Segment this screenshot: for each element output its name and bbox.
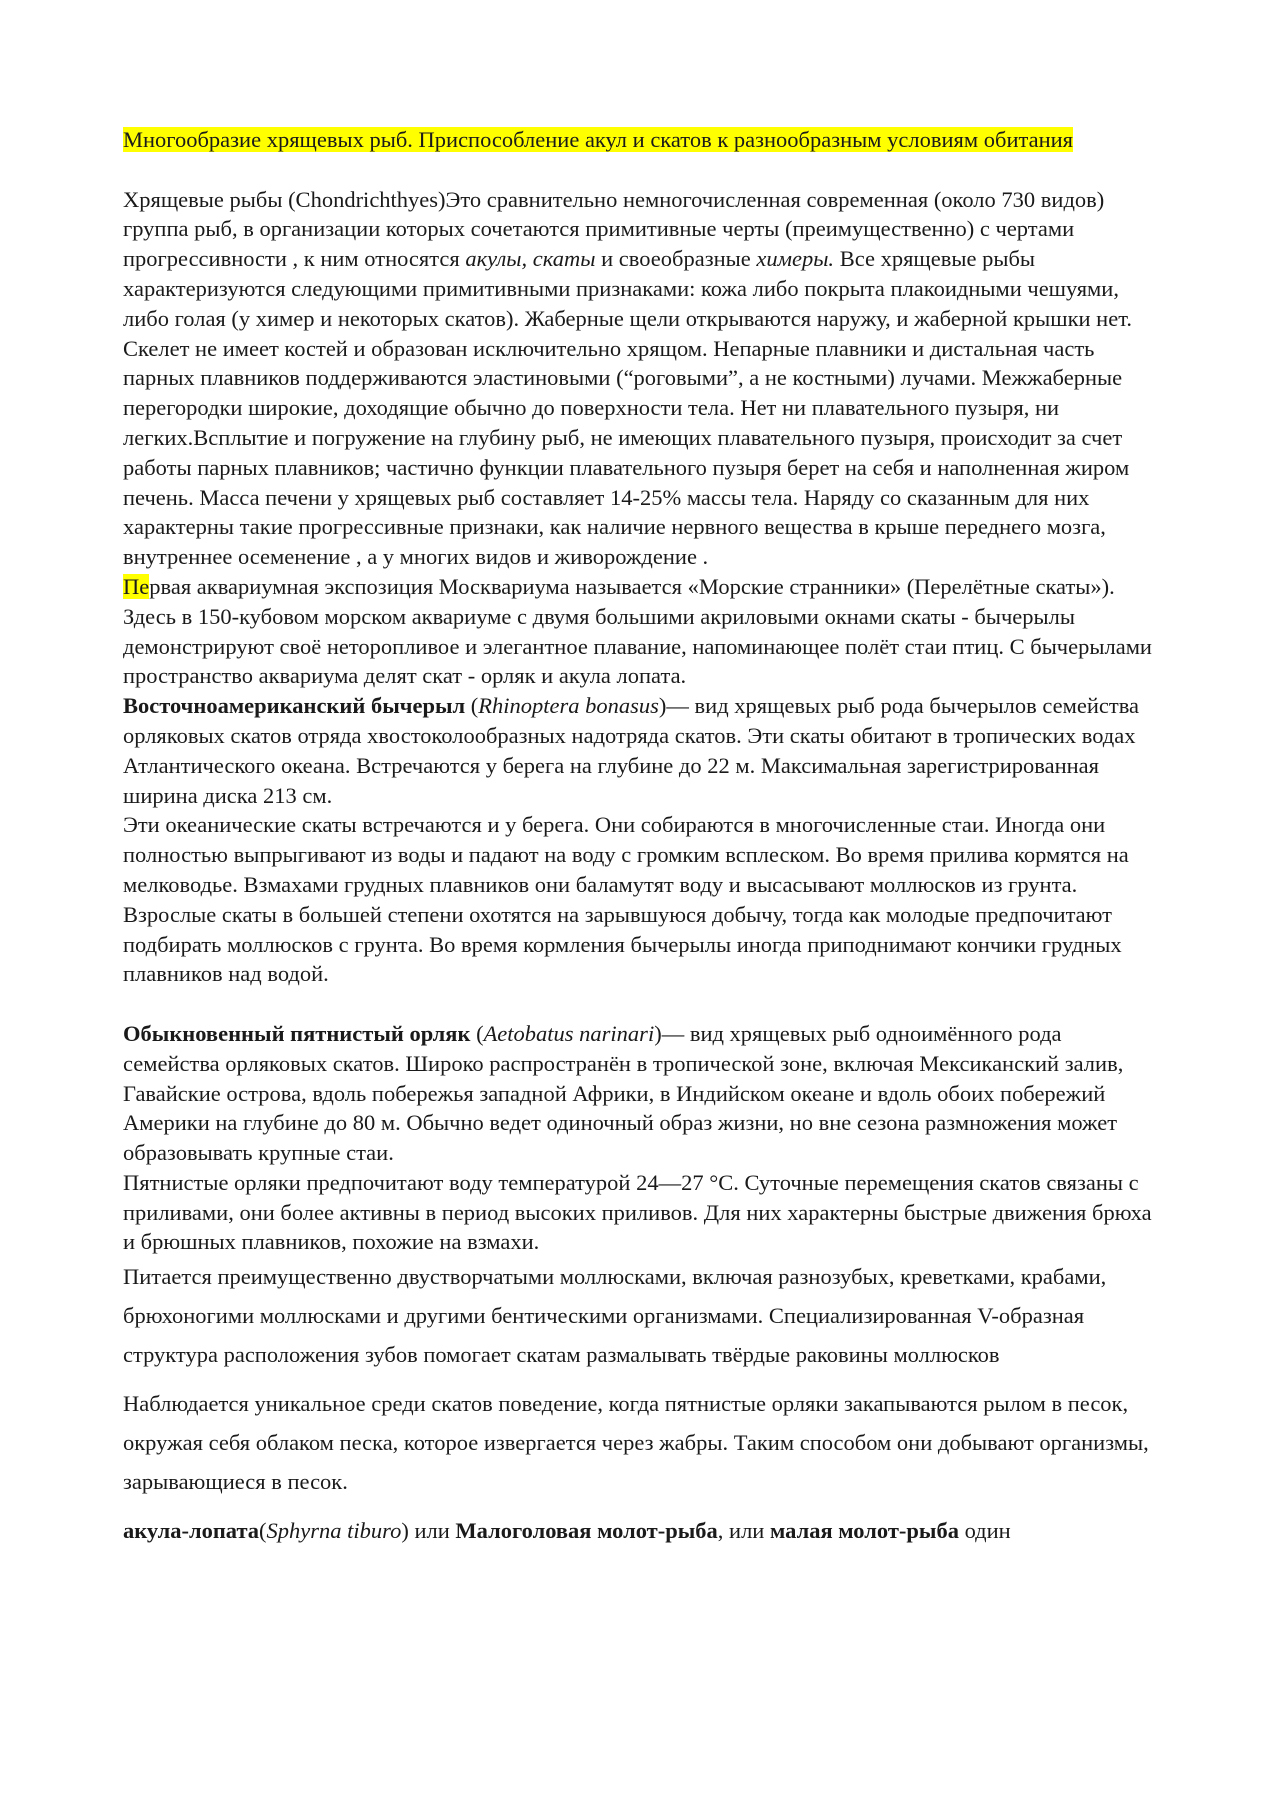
orlyak-paragraph xyxy=(123,1019,1160,1168)
intro-paragraph xyxy=(123,185,1160,572)
intro-text-1: Хрящевые рыбы (Chondrichthyes)Это сравнительно немногочисленная современная (около 730 видов) группа рыб, в организации которых сочетаются примитивные черты (преимущественно) с чертами прогрессивности , к ним относятся xyxy=(123,186,1105,272)
shark-text-3: один xyxy=(958,1518,1011,1544)
orlyak-text: )— вид хрящевых рыб одноимённого рода семейства орляковых скатов. Широко распространён в тропической зоне, включая Мексиканский залив, Гавайские острова, вдоль побережья западной Африки, в Индийском океане и вдоль обоих побережий Америки на глубине до 80 м. Обычно ведет одиночный образ жизни, но вне сезона размножения может образовывать крупные стаи. xyxy=(123,1020,1124,1166)
bycheryl-paragraph xyxy=(123,691,1160,810)
bycheryl-latin-name: Rhinoptera bonasus xyxy=(478,693,659,719)
shark-name-3: малая молот-рыба xyxy=(769,1518,959,1544)
shark-latin-name: Sphyrna tiburo xyxy=(266,1518,402,1544)
intro-italic-2: химеры. xyxy=(756,246,835,272)
moskvarium-text: рвая аквариумная экспозиция Москвариума называется «Морские странники» (Перелётные скаты»). Здесь в 150-кубовом морском аквариуме с двумя большими акриловыми окнами скаты - бычерылы демонстрируют своё неторопливое и элегантное плавание, напоминающее полёт стаи птиц. С бычерылами пространство аквариума делят скат - орляк и акула лопата. xyxy=(123,573,1152,689)
intro-italic-1: акулы, скаты xyxy=(465,246,596,272)
orlyak-open-paren: ( xyxy=(470,1020,484,1046)
bycheryl-open-paren: ( xyxy=(465,693,479,719)
document-title xyxy=(123,125,1160,155)
shark-text-1: ) или xyxy=(401,1518,456,1544)
shark-paragraph xyxy=(123,1511,1160,1550)
orlyak-diet-paragraph: Питается преимущественно двустворчатыми моллюсками, включая разнозубых, креветками, крабами, брюхоногими моллюсками и другими бентическими организмами. Специализированная V-образная структура расположения зубов помогает скатам размалывать твёрдые раковины моллюсков xyxy=(123,1264,1107,1368)
title-highlight: Многообразие хрящевых рыб. Приспособление акул и скатов к разнообразным условиям обитания xyxy=(123,127,1074,152)
shark-text-2: , или xyxy=(717,1518,770,1544)
intro-text-2: и своеобразные xyxy=(595,246,757,272)
moskvarium-paragraph xyxy=(123,572,1160,691)
shark-open-paren: ( xyxy=(259,1518,267,1544)
intro-text-3: Все хрящевые рыбы характеризуются следующими примитивными признаками: кожа либо покрыта плакоидными чешуями, либо голая (у химер и некоторых скатов). Жаберные щели открываются наружу, и жаберной крышки нет. Скелет не имеет костей и образован исключительно хрящом. Непарные плавники и дистальная часть парных плавников поддерживаются эластиновыми (“роговыми”, а не костными) лучами. Межжаберные перегородки широкие, доходящие обычно до поверхности тела. Нет ни плавательного пузыря, ни легких.Всплытие и погружение на глубину рыб, не имеющих плавательного пузыря, происходит за счет работы парных плавников; частично функции плавательного пузыря берет на себя и наполненная жиром печень. Масса печени у хрящевых рыб составляет 14-25% массы тела. Наряду со сказанным для них характерны такие прогрессивные признаки, как наличие нервного вещества в крыше переднего мозга, внутреннее осеменение , а у многих видов и живорождение . xyxy=(123,246,1132,570)
orlyak-latin-name: Aetobatus narinari xyxy=(483,1020,655,1046)
orlyak-temperature-paragraph: Пятнистые орляки предпочитают воду температурой 24—27 °C. Суточные перемещения скатов связаны с приливами, они более активны в период высоких приливов. Для них характерны быстрые движения брюха и брюшных плавников, похожие на взмахи. xyxy=(123,1169,1152,1255)
bycheryl-behavior-paragraph: Эти океанические скаты встречаются и у берега. Они собираются в многочисленные стаи. Иногда они полностью выпрыгивают из воды и падают на воду с громким всплеском. Во время прилива кормятся на мелководье. Взмахами грудных плавников они баламутят воду и высасывают моллюсков из грунта. Взрослые скаты в большей степени охотятся на зарывшуюся добычу, тогда как молодые предпочитают подбирать моллюсков с грунта. Во время кормления бычерылы иногда приподнимают кончики грудных плавников над водой. xyxy=(123,812,1129,987)
moskvarium-highlight: Пе xyxy=(123,573,150,599)
shark-name-2: Малоголовая молот-рыба xyxy=(455,1518,718,1544)
orlyak-behavior-paragraph: Наблюдается уникальное среди скатов поведение, когда пятнистые орляки закапываются рылом в песок, окружая себя облаком песка, которое извергается через жабры. Таким способом они добывают организмы, зарывающиеся в песок. xyxy=(123,1391,1149,1495)
shark-name: акула-лопата xyxy=(123,1518,260,1544)
orlyak-name: Обыкновенный пятнистый орляк xyxy=(123,1020,471,1046)
bycheryl-name: Восточноамериканский бычерыл xyxy=(123,693,466,719)
bycheryl-text: )— вид хрящевых рыб рода бычерылов семейства орляковых скатов отряда хвостоколообразных надотряда скатов. Эти скаты обитают в тропических водах Атлантического океана. Встречаются у берега на глубине до 22 м. Максимальная зарегистрированная ширина диска 213 см. xyxy=(123,693,1140,808)
